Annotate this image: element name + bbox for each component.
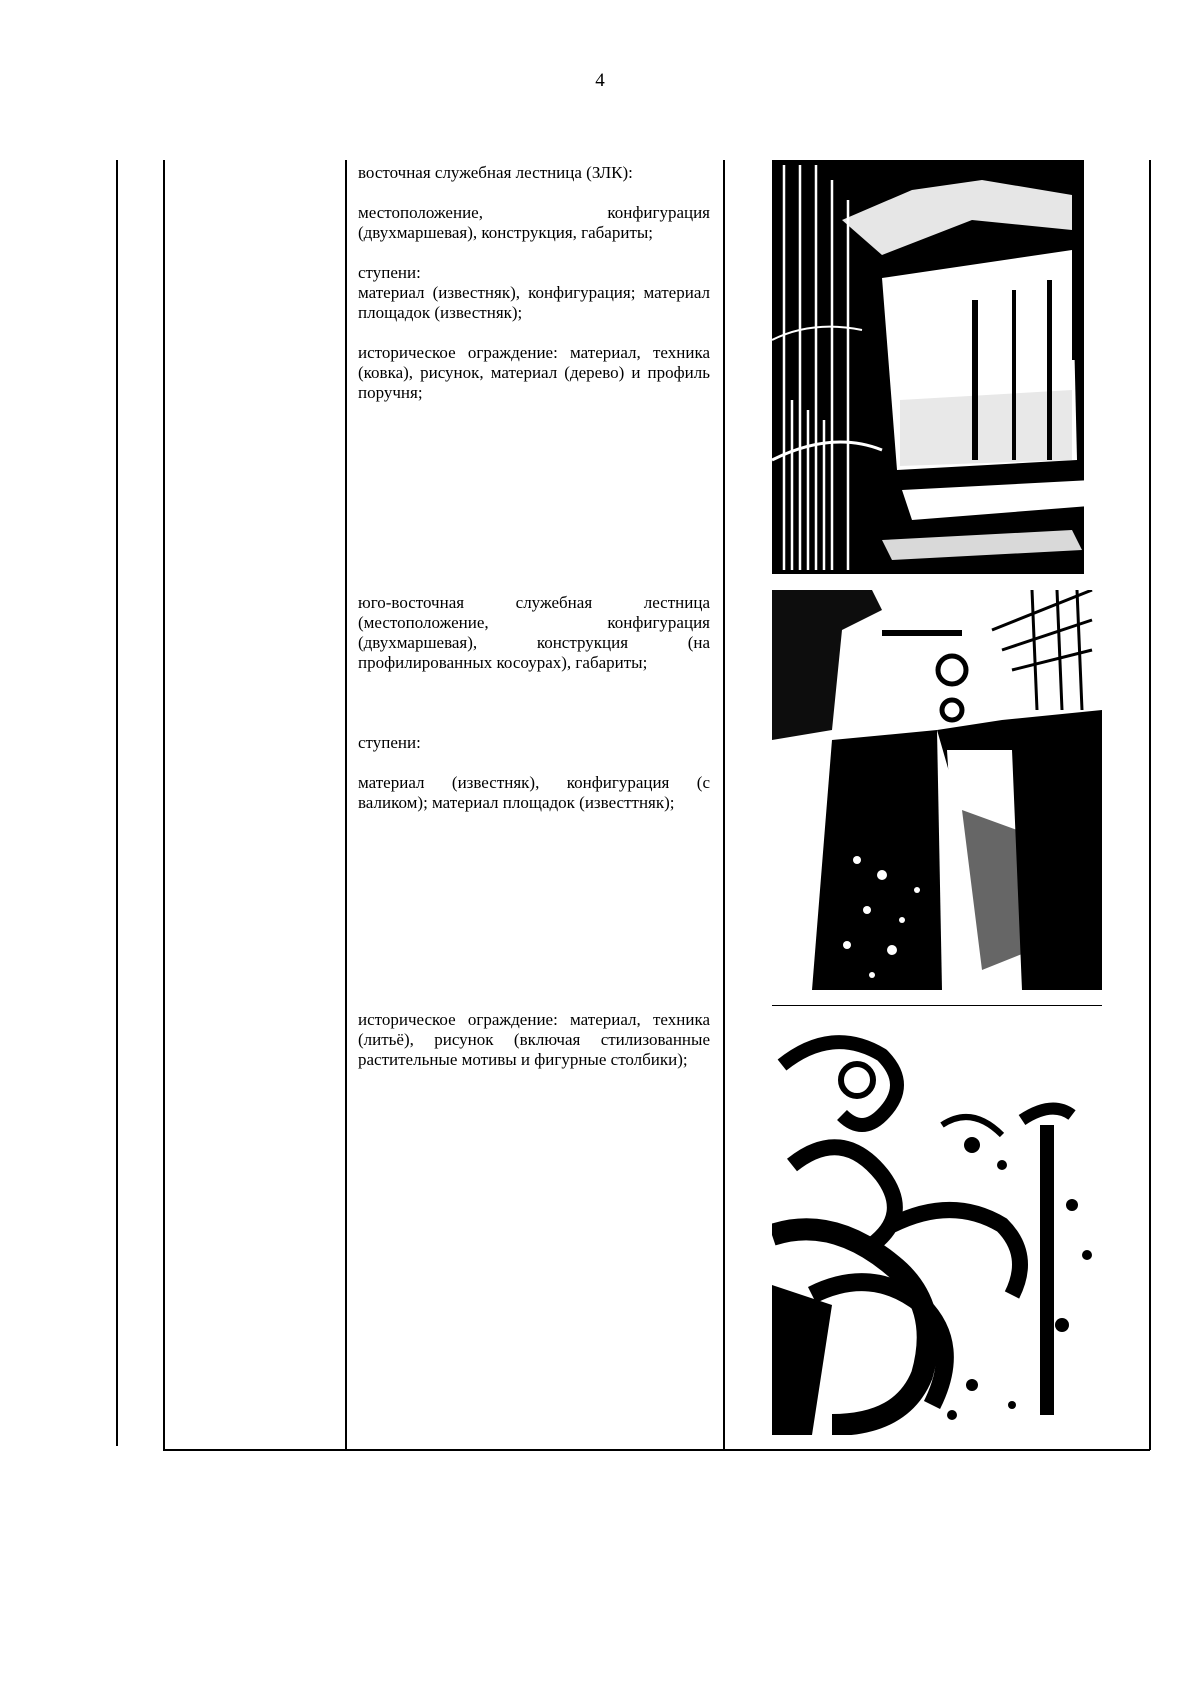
east-location: местоположение, конфигурация (двухмаршевая), конструкция, габариты; — [358, 203, 710, 242]
table-bottom-border — [163, 1449, 1150, 1451]
east-railing: историческое ограждение: материал, техника (ковка), рисунок, материал (дерево) и профиль поручня; — [358, 343, 710, 402]
staircase-photo-southeast — [772, 590, 1102, 990]
southeast-staircase-text — [358, 593, 710, 813]
col-border-1 — [116, 160, 118, 1446]
east-heading: восточная служебная лестница (ЗЛК): — [358, 163, 633, 182]
page-number: 4 — [595, 70, 605, 91]
southeast-location: юго-восточная служебная лестница (местоположение, конфигурация (двухмаршевая), конструкция (на профилированных косоурах), габариты; — [358, 593, 710, 672]
col-border-2 — [163, 160, 165, 1450]
col-border-3 — [345, 160, 347, 1450]
east-steps-label: ступени: — [358, 263, 421, 282]
col-border-4 — [723, 160, 725, 1450]
southeast-railing: историческое ограждение: материал, техника (литьё), рисунок (включая стилизованные растительные мотивы и фигурные столбики); — [358, 1010, 710, 1069]
col-border-5 — [1149, 160, 1151, 1450]
staircase-photo-east — [772, 160, 1102, 574]
railing-detail-photo — [772, 1005, 1102, 1435]
east-staircase-text — [358, 163, 710, 403]
east-steps: материал (известняк), конфигурация; материал площадок (известняк); — [358, 283, 710, 322]
southeast-railing-text — [358, 1010, 710, 1070]
southeast-steps: материал (известняк), конфигурация (с валиком); материал площадок (известтняк); — [358, 773, 710, 812]
southeast-steps-label: ступени: — [358, 733, 421, 752]
